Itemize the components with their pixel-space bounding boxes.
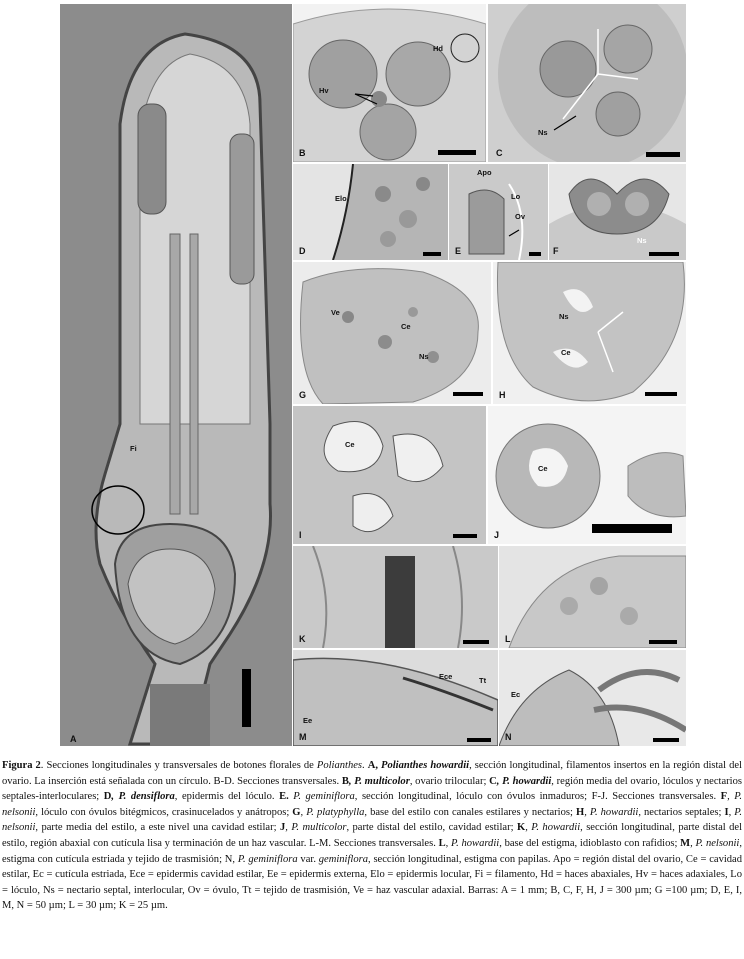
caption-text: , base del estigma, idioblasto con rafidios;: [499, 837, 681, 849]
caption-species: , P. densiflora: [111, 791, 175, 803]
panel-g-annotation-ve: Ve: [331, 308, 340, 317]
caption-panel-label: E.: [279, 791, 289, 803]
caption-panel-label: D: [103, 791, 112, 803]
panel-h-micrograph: [493, 262, 686, 404]
panel-j: [488, 406, 686, 544]
panel-e-scale-bar: [529, 252, 541, 256]
panel-d-annotation-elo: Elo: [335, 194, 347, 203]
panel-l-scale-bar: [649, 640, 677, 644]
panel-m-annotation-ee: Ee: [303, 716, 313, 725]
caption-text: , sección longitudinal, filamentos insertos en la región distal del ovario. La inserción está señalada con un círculo. B-D. Secciones transversales.: [2, 760, 742, 787]
caption-species: , P. howardii: [445, 837, 500, 849]
figure-caption: [2, 758, 742, 914]
caption-panel-label: F: [720, 791, 728, 803]
panel-i-annotation-ce: Ce: [345, 440, 355, 449]
panel-e-micrograph: [449, 164, 548, 260]
panel-m-annotation-tt: Tt: [479, 676, 487, 685]
panel-f-scale-bar: [649, 252, 679, 256]
panel-g-annotation-ce: Ce: [401, 322, 411, 331]
panel-m-annotation-ece: Ece: [439, 672, 453, 681]
panel-g-annotation-ns: Ns: [419, 352, 429, 361]
panel-n-annotation-ec: Ec: [511, 690, 521, 699]
caption-text: , estigma con cutícula estriada y tejido de trasmisión; N,: [2, 837, 742, 865]
caption-species: , P. howardii: [584, 806, 639, 818]
panel-g-label: G: [299, 390, 307, 400]
panel-c-micrograph: [488, 4, 686, 162]
caption-text: , nectarios septales;: [638, 806, 725, 818]
caption-species: , P. multicolor: [285, 822, 347, 834]
panel-b: [293, 4, 486, 162]
panel-j-annotation-ce: Ce: [538, 464, 548, 473]
panel-a-scale-bar: [242, 669, 251, 727]
panel-g-micrograph: [293, 262, 491, 404]
panel-h-annotation-ce: Ce: [561, 348, 571, 357]
panel-c: [488, 4, 686, 162]
panel-k: [293, 546, 498, 648]
panel-c-scale-bar: [646, 152, 680, 157]
caption-panel-label: K: [516, 822, 526, 834]
panel-k-micrograph: [293, 546, 498, 648]
panel-b-scale-bar: [438, 150, 476, 155]
caption-text: , sección longitudinal, parte distal del estilo, región abaxial con cutícula lisa y terminación de un haz vascular. L-M. Secciones transversales.: [2, 822, 743, 849]
caption-species: , P. multicolor: [348, 775, 410, 787]
panel-j-label: J: [494, 530, 500, 540]
caption-text: , región media del ovario, lóculos y nectarios septales-interloculares;: [2, 775, 742, 803]
panel-a-annotation-fi: Fi: [130, 444, 137, 453]
caption-text: , lóculo con óvulos bitégmicos, crasinucelados y anátropos;: [35, 806, 293, 818]
caption-text: var.: [297, 853, 319, 865]
panel-h-label: H: [499, 390, 506, 400]
panel-m-micrograph: [293, 650, 498, 746]
caption-panel-label: J: [279, 822, 286, 834]
panel-c-label: C: [496, 148, 503, 158]
panel-f: [549, 164, 686, 260]
caption-species: P. geminiflora: [237, 853, 298, 865]
panel-l-micrograph: [499, 546, 686, 648]
panel-f-micrograph: [549, 164, 686, 260]
caption-species: , P. nelsonii: [690, 837, 740, 849]
caption-species: P. geminiflora: [288, 791, 355, 803]
panel-n-scale-bar: [653, 738, 679, 742]
caption-text: , parte distal del estilo, cavidad estilar;: [346, 822, 517, 834]
caption-variety: geminiflora: [318, 853, 368, 865]
panel-l: [499, 546, 686, 648]
panel-e-annotation-ov: Ov: [515, 212, 526, 221]
panel-k-label: K: [299, 634, 306, 644]
caption-text: , sección longitudinal, lóculo con óvulos inmaduros; F-J. Secciones transversales.: [354, 791, 721, 803]
caption-panel-label: L: [438, 837, 446, 849]
caption-species: , P. nelsonii: [2, 791, 742, 818]
caption-panel-label: H: [575, 806, 585, 818]
panel-h-scale-bar: [645, 392, 677, 396]
caption-panel-label: A,: [367, 760, 378, 771]
caption-figure-label: Figura 2: [2, 760, 41, 771]
caption-species: , P. howardii: [496, 775, 552, 787]
caption-panel-label: M: [680, 837, 691, 849]
panel-d-scale-bar: [423, 252, 441, 256]
panel-m: [293, 650, 498, 746]
panel-n: [499, 650, 686, 746]
panel-d-label: D: [299, 246, 306, 256]
caption-species: , P. howardii: [525, 822, 581, 834]
panel-e-annotation-lo: Lo: [511, 192, 521, 201]
panel-e-label: E: [455, 246, 462, 256]
panel-g: [293, 262, 491, 404]
panel-d: [293, 164, 448, 260]
panel-g-scale-bar: [453, 392, 483, 396]
caption-panel-label: I: [724, 806, 729, 818]
caption-text: , sección longitudinal, estigma con papilas. Apo = región distal del ovario, Ce = cavidad estilar, Ec = cutícula estriada, Ece = epidermis cavidad estilar, Ee = epidermis externa, Elo = epidermis locular, Fi = filamento, Hd = haces abaxiales, Hv = haces adaxiales, Lo = lóculo, Ns = nectario septal, interlocular, Ov = óvulo, Tt = tejido de trasmisión, Ve = haz vascular adaxial. Barras: A = 1 mm; B, C, F, H, J = 300 µm; G =100 µm; D, E, I, M, N = 50 µm; L = 30 µm; K = 25 µm.: [2, 853, 742, 912]
panel-i-label: I: [299, 530, 302, 540]
caption-panel-label: B: [341, 775, 349, 787]
panel-h-annotation-ns: Ns: [559, 312, 569, 321]
caption-genus: Polianthes: [316, 760, 363, 771]
caption-text: . Secciones longitudinales y transversales de botones florales de: [40, 760, 317, 771]
panel-f-label: F: [553, 246, 559, 256]
panel-i-scale-bar: [453, 534, 477, 538]
panel-m-label: M: [299, 732, 307, 742]
caption-text: , parte media del estilo, a este nivel una cavidad estilar;: [35, 822, 280, 834]
caption-species: , P. platyphylla: [300, 806, 365, 818]
caption-species: , P. nelsonii: [2, 806, 742, 834]
panel-k-scale-bar: [463, 640, 489, 644]
panel-f-annotation-ns: Ns: [637, 236, 647, 245]
panel-e: [449, 164, 548, 260]
panel-a-micrograph: [60, 4, 292, 746]
caption-panel-label: C: [489, 775, 497, 787]
panel-b-label: B: [299, 148, 306, 158]
panel-d-micrograph: [293, 164, 448, 260]
panel-m-scale-bar: [467, 738, 491, 742]
caption-text: , epidermis del lóculo.: [174, 791, 280, 803]
caption-text: , base del estilo con canales estilares y nectarios;: [364, 806, 576, 818]
panel-n-label: N: [505, 732, 512, 742]
panel-a-label: A: [70, 734, 77, 744]
caption-text: .: [362, 760, 368, 771]
panel-i: [293, 406, 486, 544]
panel-a: [60, 4, 292, 746]
panel-c-annotation-ns: Ns: [538, 128, 548, 137]
caption-panel-label: G: [292, 806, 301, 818]
panel-b-annotation-hv: Hv: [319, 86, 329, 95]
panel-b-micrograph: [293, 4, 486, 162]
panel-h: [493, 262, 686, 404]
caption-species: Polianthes howardii: [377, 760, 470, 771]
panel-n-micrograph: [499, 650, 686, 746]
panel-e-annotation-apo: Apo: [477, 168, 492, 177]
panel-l-label: L: [505, 634, 511, 644]
caption-text: , ovario trilocular;: [409, 775, 490, 787]
panel-b-annotation-hd: Hd: [433, 44, 443, 53]
panel-j-scale-bar: [592, 524, 672, 533]
panel-i-micrograph: [293, 406, 486, 544]
